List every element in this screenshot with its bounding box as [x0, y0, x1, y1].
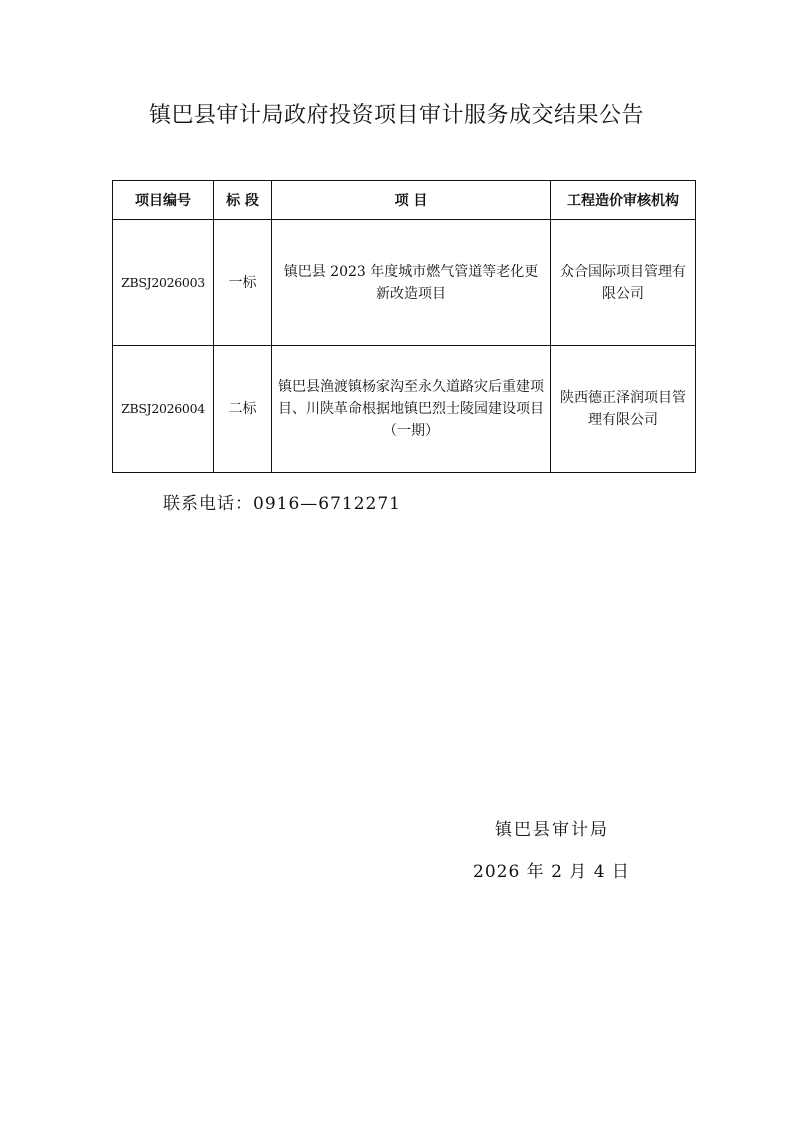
header-section: 标 段: [214, 181, 272, 220]
project-section: 二标: [214, 346, 272, 473]
document-title: 镇巴县审计局政府投资项目审计服务成交结果公告: [148, 103, 644, 128]
header-agency: 工程造价审核机构: [551, 181, 696, 220]
project-name: 镇巴县渔渡镇杨家沟至永久道路灾后重建项目、川陕革命根据地镇巴烈士陵园建设项目（一期）: [272, 346, 551, 473]
table-row: [113, 220, 696, 346]
audit-agency: 陕西德正泽润项目管理有限公司: [551, 346, 696, 473]
project-name: 镇巴县 2023 年度城市燃气管道等老化更新改造项目: [272, 220, 551, 346]
project-code: ZBSJ2026003: [113, 220, 214, 346]
header-code: 项目编号: [113, 181, 214, 220]
header-project: 项 目: [272, 181, 551, 220]
contact-phone: 联系电话：0916—6712271: [163, 494, 401, 514]
table-row: [113, 346, 696, 473]
issue-date: 2026 年 2 月 4 日: [473, 862, 630, 882]
project-code: ZBSJ2026004: [113, 346, 214, 473]
table-header-row: [113, 181, 696, 220]
project-section: 一标: [214, 220, 272, 346]
result-table: [112, 180, 696, 473]
issuer-name: 镇巴县审计局: [495, 820, 609, 840]
audit-agency: 众合国际项目管理有限公司: [551, 220, 696, 346]
